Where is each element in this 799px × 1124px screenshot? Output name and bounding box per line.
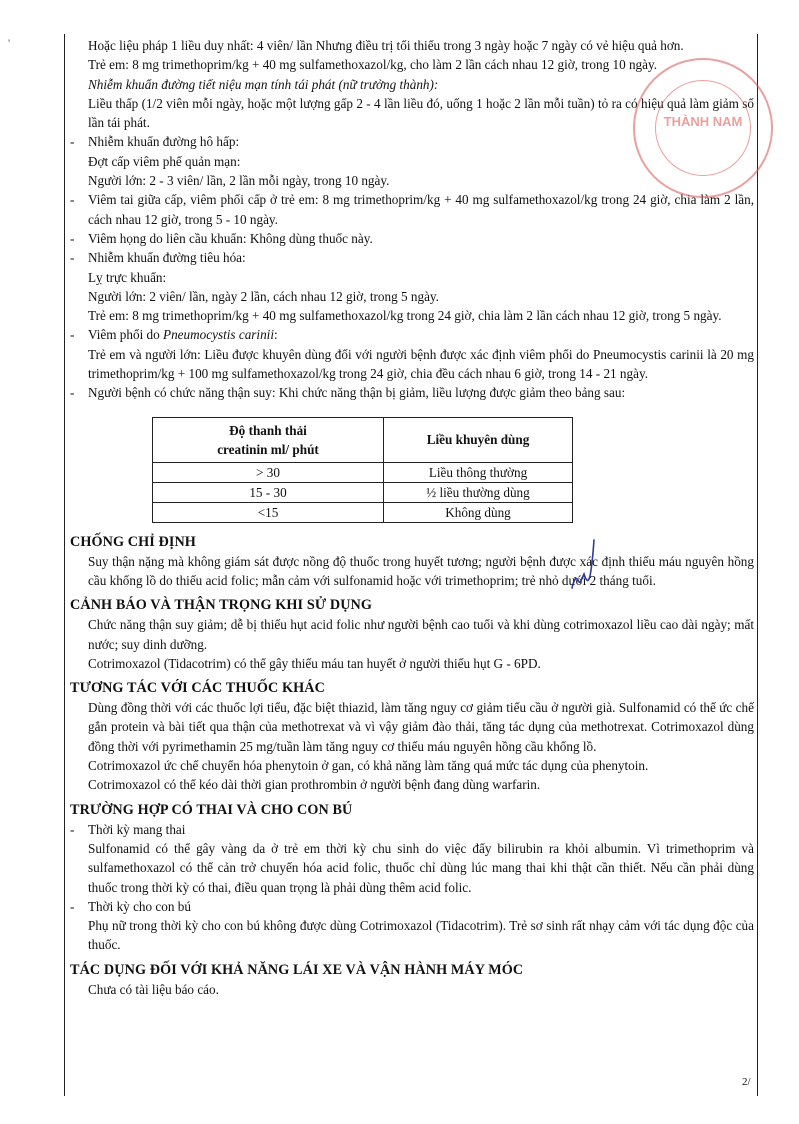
- bullet-lactation: - Thời kỳ cho con bú: [70, 897, 754, 916]
- pneumocystis-dose: Trẻ em và người lớn: Liều được khuyên dùng đối với người bệnh được xác định viêm phổi do Pneumocystis carinii là 20 mg trimethoprim/kg + 100 mg sulfamethoxazol/kg trong 24 giờ, chia đều cách nhau 6 giờ, trong 14 - 21 ngày.: [88, 346, 754, 382]
- margin-mark: ': [8, 36, 11, 50]
- shigellosis-child-dose: Trẻ em: 8 mg trimethoprim/kg + 40 mg sulfamethoxazol/kg trong 24 giờ, chia làm 2 lần cách nhau 12 giờ, trong 5 ngày.: [88, 308, 722, 324]
- bullet-gastro: - Nhiễm khuẩn đường tiêu hóa:: [70, 248, 754, 267]
- table-row: [153, 502, 573, 522]
- bullet-pharyngitis: - Viêm họng do liên cầu khuẩn: Không dùng thuốc này.: [70, 229, 754, 248]
- document-body: [70, 36, 754, 999]
- company-seal: [633, 58, 773, 198]
- pneumocystis-pre: Viêm phổi do: [88, 327, 164, 343]
- section-title-interactions: TƯƠNG TÁC VỚI CÁC THUỐC KHÁC: [70, 680, 325, 697]
- pneumocystis-name: Pneumocystis carinii: [163, 327, 275, 343]
- interactions-text-2: Cotrimoxazol ức chế chuyển hóa phenytoin ở gan, có khả năng làm tăng quá mức tác dụng của phenytoin.: [88, 758, 649, 774]
- table-header-row: [153, 417, 573, 462]
- table-row: [153, 482, 573, 502]
- table-row: [153, 462, 573, 482]
- renal-dose-table: [152, 417, 573, 523]
- table-cell: Không dùng: [384, 502, 573, 522]
- section-title-contraindications: CHỐNG CHỈ ĐỊNH: [70, 533, 196, 550]
- bullet-otitis: - Viêm tai giữa cấp, viêm phổi cấp ở trẻ em: 8 mg trimethoprim/kg + 40 mg sulfamethoxazol/kg trong 24 giờ, chia làm 2 lần, cách nhau 12 giờ, trong 5 - 10 ngày.: [70, 190, 754, 229]
- section-title-driving: TÁC DỤNG ĐỐI VỚI KHẢ NĂNG LÁI XE VÀ VẬN HÀNH MÁY MÓC: [70, 961, 524, 978]
- dose-child-line: Trẻ em: 8 mg trimethoprim/kg + 40 mg sulfamethoxazol/kg, cho làm 2 lần cách nhau 12 giờ, trong 10 ngày.: [88, 57, 658, 73]
- bullet-respiratory: - Nhiễm khuẩn đường hô hấp:: [70, 132, 754, 151]
- header-clearance-line2: creatinin ml/ phút: [217, 441, 319, 457]
- company-seal-text: THÀNH NAM: [663, 114, 743, 129]
- page-number: 2/: [742, 1076, 751, 1088]
- renal-dose-table-wrap: [152, 417, 754, 523]
- chronic-uti-dose: Liều thấp (1/2 viên mỗi ngày, hoặc một lượng gấp 2 - 4 lần liều đó, uống 1 hoặc 2 lần mỗi tuần) tỏ ra có hiệu quả làm giảm số lần tái phát.: [88, 95, 754, 131]
- contraindications-text: Suy thận nặng mà không giám sát được nồng độ thuốc trong huyết tương; người bệnh được xác định thiếu máu nguyên hồng cầu khổng lồ do thiếu acid folic; mẫn cảm với sulfonamid hoặc với trimethoprim; trẻ nhỏ dưới 2 tháng tuổi.: [88, 553, 754, 588]
- table-cell: > 30: [153, 462, 384, 482]
- pregnancy-text: Sulfonamid có thể gây vàng da ở trẻ em thời kỳ chu sinh do việc đẩy bilirubin ra khỏi albumin. Vì trimethoprim và sulfamethoxazol có thể cản trở chuyển hóa acid folic, thuốc chỉ dùng lúc mang thai khi thật cần thiết. Nếu cần phải dùng thuốc trong thời kỳ có thai, điều quan trọng là phải dùng thêm acid folic.: [88, 840, 754, 895]
- section-title-warnings: CẢNH BÁO VÀ THẬN TRỌNG KHI SỬ DỤNG: [70, 597, 373, 614]
- table-cell: ½ liều thường dùng: [384, 482, 573, 502]
- bullet-pneumocystis: [70, 325, 754, 344]
- bronchitis-heading: Đợt cấp viêm phế quản mạn:: [88, 153, 241, 169]
- table-cell: 15 - 30: [153, 482, 384, 502]
- table-cell: Liều thông thường: [384, 462, 573, 482]
- driving-text: Chưa có tài liệu báo cáo.: [88, 981, 219, 997]
- bullet-renal: - Người bệnh có chức năng thận suy: Khi chức năng thận bị giảm, liều lượng được giảm theo bảng sau:: [70, 383, 754, 402]
- dose-single-line: Hoặc liệu pháp 1 liều duy nhất: 4 viên/ lần Nhưng điều trị tối thiểu trong 3 ngày hoặc 7 ngày có vẻ hiệu quả hơn.: [88, 38, 684, 53]
- pneumocystis-post: :: [274, 327, 278, 343]
- chronic-uti-heading: Nhiễm khuẩn đường tiết niệu mạn tính tái phát (nữ trưởng thành):: [88, 76, 439, 92]
- lactation-text: Phụ nữ trong thời kỳ cho con bú không được dùng Cotrimoxazol (Tidacotrim). Trẻ sơ sinh rất nhạy cảm với tác dụng độc của thuốc.: [88, 918, 754, 953]
- interactions-text-1: Dùng đồng thời với các thuốc lợi tiểu, đặc biệt thiazid, làm tăng nguy cơ giảm tiểu cầu ở người già. Sulfonamid có thể ức chế gắn protein và bài tiết qua thận của methotrexat và vì vậy giảm đào thải, tăng tác dụng của methotrexat. Cotrimoxazol dùng đồng thời với pyrimethamin 25 mg/tuần làm tăng nguy cơ thiếu máu nguyên hồng cầu khổng lồ.: [88, 700, 754, 754]
- shigellosis-adult-dose: Người lớn: 2 viên/ lần, ngày 2 lần, cách nhau 12 giờ, trong 5 ngày.: [88, 288, 439, 304]
- bullet-pregnancy: - Thời kỳ mang thai: [70, 820, 754, 839]
- table-header-clearance: [153, 417, 384, 462]
- warnings-text-2: Cotrimoxazol (Tidacotrim) có thể gây thiếu máu tan huyết ở người thiếu hụt G - 6PD.: [88, 655, 541, 671]
- section-title-pregnancy: TRƯỜNG HỢP CÓ THAI VÀ CHO CON BÚ: [70, 801, 353, 818]
- table-header-dose: Liều khuyên dùng: [384, 417, 573, 462]
- header-clearance-line1: Độ thanh thải: [229, 422, 307, 438]
- table-cell: <15: [153, 502, 384, 522]
- warnings-text-1: Chức năng thận suy giảm; dễ bị thiếu hụt acid folic như người bệnh cao tuổi và khi dùng cotrimoxazol liều cao dài ngày; mất nước; suy dinh dưỡng.: [88, 617, 754, 652]
- interactions-text-3: Cotrimoxazol có thể kéo dài thời gian prothrombin ở người bệnh đang dùng warfarin.: [88, 777, 541, 793]
- signature-mark: [566, 536, 606, 596]
- shigellosis-heading: Lỵ trực khuẩn:: [88, 269, 167, 285]
- bronchitis-adult-dose: Người lớn: 2 - 3 viên/ lần, 2 lần mỗi ngày, trong 10 ngày.: [88, 173, 390, 189]
